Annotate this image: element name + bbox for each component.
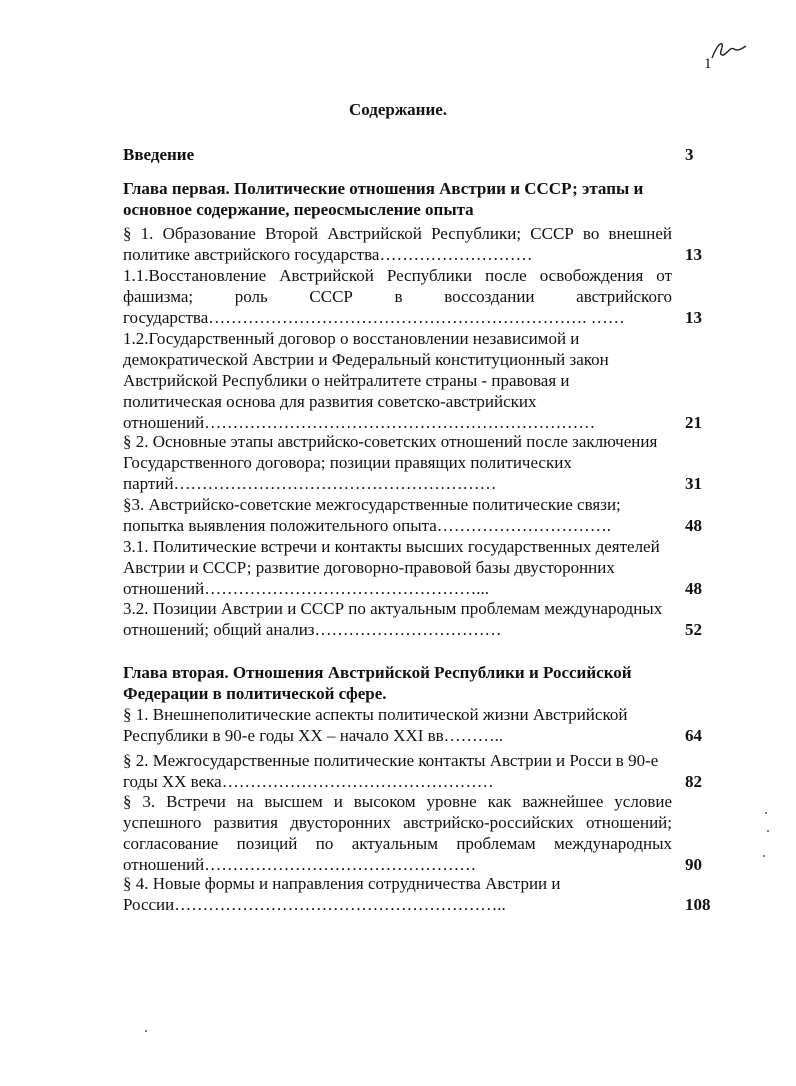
toc-entry-text: § 4. Новые формы и направления сотрудничества Австрии и России…………………………………………………..	[123, 874, 561, 914]
toc-page-number: 31	[685, 474, 702, 493]
scan-speck	[763, 855, 765, 857]
scan-speck	[767, 830, 769, 832]
toc-page-number: 48	[685, 579, 702, 598]
toc-page-number: 21	[685, 413, 702, 432]
toc-entry-text: § 3. Встречи на высшем и высоком уровне как важнейшее условие успешного развития двусторонних австрийско-российских отношений; согласование позиций по актуальным проблемам международных отношений…………………………………………	[123, 792, 672, 874]
chapter-2-heading	[123, 662, 672, 704]
toc-page-number: 52	[685, 620, 702, 639]
toc-entry-text: §3. Австрийско-советские межгосударственные политические связи; попытка выявления положительного опыта………………………….	[123, 495, 621, 535]
toc-page-number: 3	[685, 145, 694, 164]
toc-page-number: 13	[685, 245, 702, 264]
toc-entry	[123, 791, 702, 875]
toc-page-number: 13	[685, 308, 702, 327]
toc-entry-text: § 2. Межгосударственные политические контакты Австрии и Росси в 90-е годы XX века…………………………………………	[123, 751, 659, 791]
page-title: Содержание.	[348, 100, 448, 119]
toc-entry	[123, 704, 702, 746]
toc-entry	[123, 494, 702, 536]
toc-entry	[123, 265, 702, 328]
toc-entry-text: 3.2. Позиции Австрии и СССР по актуальным проблемам международных отношений; общий анализ……………………………	[123, 599, 663, 639]
toc-entry-text: Введение	[123, 145, 195, 164]
toc-entry	[123, 873, 711, 915]
toc-entry-text: 3.1. Политические встречи и контакты высших государственных деятелей Австрии и СССР; развитие договорно-правовой базы двусторонних отношений…………………………………………...	[123, 537, 660, 598]
toc-entry	[123, 223, 702, 265]
handwritten-mark	[710, 40, 750, 62]
toc-page-number: 64	[685, 726, 702, 745]
toc-page-number: 108	[685, 895, 711, 914]
chapter-title: Глава первая. Политические отношения Австрии и СССР; этапы и основное содержание, переосмысление опыта	[123, 179, 644, 219]
toc-entry	[123, 598, 702, 640]
toc-page-number: 82	[685, 772, 702, 791]
page-number: 1	[704, 56, 712, 72]
toc-entry	[123, 536, 702, 599]
toc-entry	[123, 431, 702, 494]
toc-page-number: 90	[685, 855, 702, 874]
chapter-title: Глава вторая. Отношения Австрийской Республики и Российской Федерации в политической сфере.	[123, 663, 632, 703]
toc-entry-text: § 1. Внешнеполитические аспекты политической жизни Австрийской Республики в 90-е годы XX – начало XXI вв………..	[123, 705, 628, 745]
toc-entry-text: 1.1.Восстановление Австрийской Республики после освобождения от фашизма; роль СССР в воссоздании австрийского государства…………………………………………………………. ……	[123, 266, 672, 327]
scan-speck	[765, 812, 767, 814]
toc-page-number: 48	[685, 516, 702, 535]
toc-entry-intro	[123, 144, 694, 165]
toc-entry-text: § 2. Основные этапы австрийско-советских отношений после заключения Государственного договора; позиции правящих политических партий…………………………………………………	[123, 432, 658, 493]
scan-speck	[145, 1030, 147, 1032]
toc-entry-text: 1.2.Государственный договор о восстановлении независимой и демократической Австрии и Федеральный конституционный закон Австрийской Республики о нейтралитете страны - правовая и политическая основа для развития советско-австрийских отношений……………………………………………………………	[123, 329, 609, 432]
chapter-1-heading	[123, 178, 672, 220]
toc-entry	[123, 328, 702, 433]
toc-entry	[123, 750, 702, 792]
toc-entry-text: § 1. Образование Второй Австрийской Республики; СССР во внешней политике австрийского государства………………………	[123, 224, 672, 264]
